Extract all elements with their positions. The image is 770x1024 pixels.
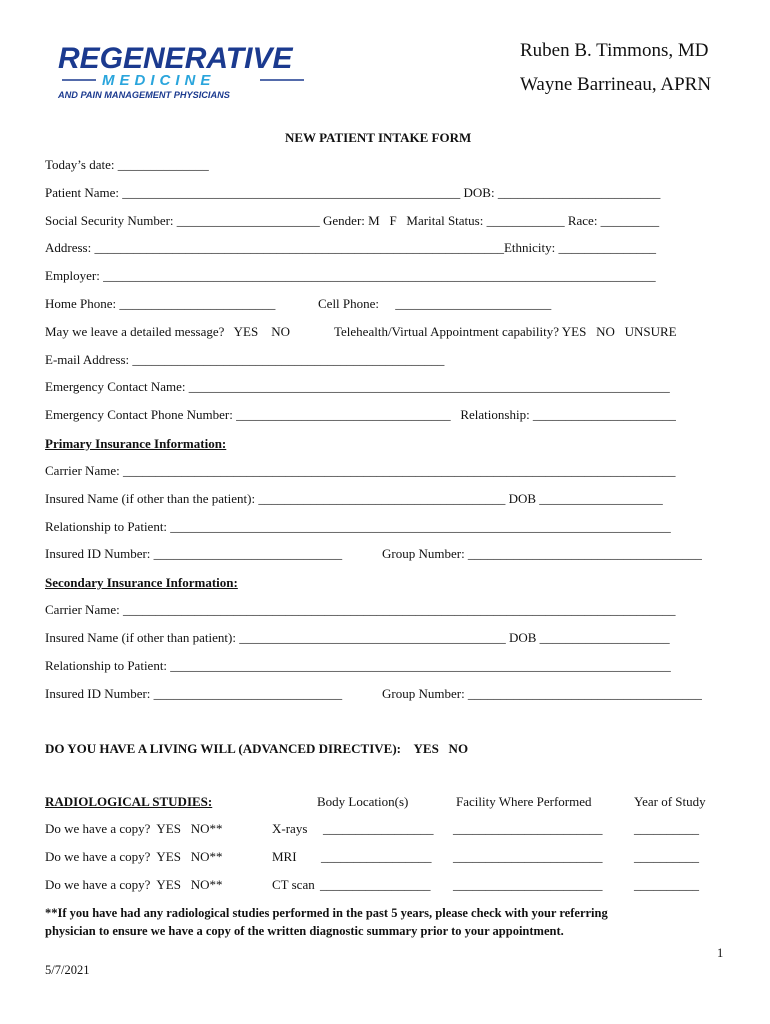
radiological-studies-heading: RADIOLOGICAL STUDIES:: [45, 794, 213, 809]
xray-copy-question[interactable]: Do we have a copy? YES NO**: [45, 821, 223, 836]
doctor-name-2: Wayne Barrineau, APRN: [520, 74, 712, 95]
mri-year-field[interactable]: __________: [634, 849, 699, 864]
xray-facility-field[interactable]: _______________________: [453, 821, 603, 836]
ct-facility-field[interactable]: _______________________: [453, 877, 603, 892]
footer-date: 5/7/2021: [45, 963, 90, 977]
home-phone-field[interactable]: Home Phone: ________________________: [45, 296, 276, 311]
secondary-insurance-heading: Secondary Insurance Information:: [45, 575, 238, 590]
ct-year-field[interactable]: __________: [634, 877, 699, 892]
secondary-carrier-field[interactable]: Carrier Name: _____________________________________________________________________________________: [45, 602, 676, 617]
primary-insurance-heading: Primary Insurance Information:: [45, 436, 227, 451]
emergency-contact-phone-field[interactable]: Emergency Contact Phone Number: _________________________________ Relationship: ______________________: [45, 407, 676, 422]
todays-date-field[interactable]: Today’s date: ______________: [45, 157, 209, 172]
xray-label: X-rays: [272, 821, 308, 836]
logo-line2: MEDICINE: [102, 72, 216, 89]
page-number: 1: [717, 946, 724, 960]
leave-message-question[interactable]: May we leave a detailed message? YES NO: [45, 324, 290, 339]
employer-field[interactable]: Employer: _____________________________________________________________________________________: [45, 268, 656, 283]
ct-body-location-field[interactable]: _________________: [320, 877, 431, 892]
mri-facility-field[interactable]: _______________________: [453, 849, 603, 864]
secondary-relationship-field[interactable]: Relationship to Patient: _____________________________________________________________________________: [45, 658, 671, 673]
body-location-column-header: Body Location(s): [317, 794, 409, 809]
email-field[interactable]: E-mail Address: ________________________________________________: [45, 352, 445, 367]
cell-phone-field[interactable]: Cell Phone: ________________________: [318, 296, 552, 311]
secondary-insured-id-field[interactable]: Insured ID Number: _____________________________: [45, 686, 343, 701]
xray-year-field[interactable]: __________: [634, 821, 699, 836]
form-title: NEW PATIENT INTAKE FORM: [285, 130, 472, 145]
primary-insured-name-field[interactable]: Insured Name (if other than the patient): ______________________________________ DOB ___________________: [45, 491, 663, 506]
secondary-insured-name-field[interactable]: Insured Name (if other than patient): _________________________________________ DOB ____________________: [45, 630, 670, 645]
primary-insured-id-field[interactable]: Insured ID Number: _____________________________: [45, 546, 343, 561]
logo-graphic: [54, 38, 316, 102]
xray-body-location-field[interactable]: _________________: [323, 821, 434, 836]
doctor-name-1: Ruben B. Timmons, MD: [520, 40, 709, 61]
living-will-question[interactable]: DO YOU HAVE A LIVING WILL (ADVANCED DIRECTIVE): YES NO: [45, 741, 469, 756]
patient-name-field[interactable]: Patient Name: ____________________________________________________ DOB: _________________________: [45, 185, 661, 200]
primary-carrier-field[interactable]: Carrier Name: _____________________________________________________________________________________: [45, 463, 676, 478]
ct-label: CT scan: [272, 877, 315, 892]
logo-line3: AND PAIN MANAGEMENT PHYSICIANS: [58, 90, 230, 100]
radiology-note-line-1: **If you have had any radiological studies performed in the past 5 years, please check with your referring: [45, 906, 608, 920]
year-column-header: Year of Study: [634, 794, 706, 809]
ssn-gender-field[interactable]: Social Security Number: ______________________ Gender: M F Marital Status: ____________ Race: _________: [45, 213, 660, 228]
address-field[interactable]: Address: _______________________________________________________________Ethnicity: _______________: [45, 240, 656, 255]
primary-relationship-field[interactable]: Relationship to Patient: _____________________________________________________________________________: [45, 519, 671, 534]
facility-column-header: Facility Where Performed: [456, 794, 592, 809]
mri-copy-question[interactable]: Do we have a copy? YES NO**: [45, 849, 223, 864]
clinic-logo: [54, 38, 316, 102]
radiology-note-line-2: physician to ensure we have a copy of the written diagnostic summary prior to your appointment.: [45, 924, 564, 938]
secondary-group-number-field[interactable]: Group Number: ____________________________________: [382, 686, 702, 701]
telehealth-question[interactable]: Telehealth/Virtual Appointment capability? YES NO UNSURE: [334, 324, 677, 339]
ct-copy-question[interactable]: Do we have a copy? YES NO**: [45, 877, 223, 892]
logo-line1: REGENERATIVE: [58, 42, 293, 75]
emergency-contact-name-field[interactable]: Emergency Contact Name: __________________________________________________________________________: [45, 379, 670, 394]
mri-body-location-field[interactable]: _________________: [321, 849, 432, 864]
mri-label: MRI: [272, 849, 297, 864]
primary-group-number-field[interactable]: Group Number: ____________________________________: [382, 546, 702, 561]
